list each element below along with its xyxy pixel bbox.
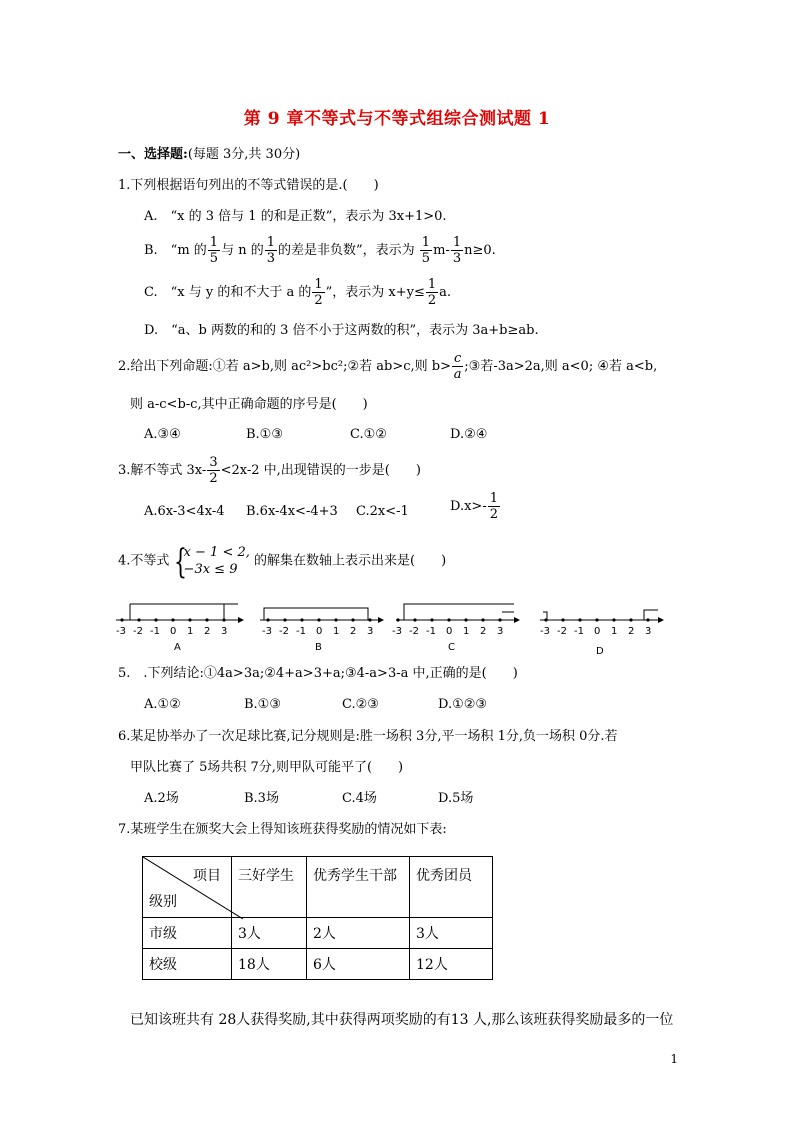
q1-stem: 1.下列根据语句列出的不等式错误的是.( ) bbox=[118, 178, 379, 193]
table-row bbox=[143, 949, 493, 980]
tick-label: 3 bbox=[367, 626, 374, 637]
tick-label: 2 bbox=[480, 626, 487, 637]
table-header: 优秀团员 bbox=[410, 857, 493, 918]
table-cell: 12人 bbox=[410, 949, 493, 980]
tick-label: 0 bbox=[594, 626, 601, 637]
label-d: D bbox=[596, 646, 604, 657]
q6-line1: 6.某足协举办了一次足球比赛,记分规则是:胜一场积 3分,平一场积 1分,负一场积 0分.若 bbox=[118, 729, 618, 744]
tick-label: 0 bbox=[446, 626, 453, 637]
tick-dot bbox=[447, 618, 450, 621]
tick-dot bbox=[629, 618, 632, 621]
q2-option: C.①② bbox=[350, 427, 387, 442]
tick-dot bbox=[612, 618, 615, 621]
table-row bbox=[143, 918, 493, 949]
tick-dot bbox=[188, 618, 191, 621]
q2-option: B.①③ bbox=[246, 427, 283, 442]
q1-option-c: C. “x 与 y 的和不大于 a 的 $\frac{1}{2}$ ”，表示为 x+y≤ $\frac{1}{2}$ a. bbox=[144, 277, 452, 308]
tick-label: -1 bbox=[150, 626, 160, 637]
tick-labels-a bbox=[116, 618, 227, 637]
tick-label: 3 bbox=[645, 626, 652, 637]
q1-option-a: A. “x 的 3 倍与 1 的和是正数”，表示为 3x+1>0. bbox=[144, 209, 447, 224]
tick-dot bbox=[464, 618, 467, 621]
tick-label: -2 bbox=[409, 626, 419, 637]
tick-label: 3 bbox=[221, 626, 228, 637]
table-cell: 2人 bbox=[307, 918, 410, 949]
number-line-d bbox=[540, 610, 664, 657]
award-table bbox=[142, 856, 493, 980]
q5-option: A.①② bbox=[144, 697, 181, 712]
table-cell: 3人 bbox=[232, 918, 307, 949]
tick-dot bbox=[561, 618, 564, 621]
tick-label: 1 bbox=[187, 626, 194, 637]
inequality-system: { x − 1 < 2, −3x ≤ 9 bbox=[173, 542, 250, 582]
q3-stem: 3.解不等式 3x- $\frac{3}{2}$ <2x-2 中,出现错误的一步是( ) bbox=[118, 455, 421, 486]
q6-option: A.2场 bbox=[144, 791, 179, 806]
q2-line1: 2.给出下列命题:①若 a>b,则 ac²>bc²;②若 ab>c,则 b> $\frac{c}{a}$ ;③若-3a>2a,则 a<0; ④若 a<b, bbox=[118, 351, 658, 382]
q7-tail: 已知该班共有 28人获得奖励,其中获得两项奖励的有13 人,那么该班获得奖励最多的一位 bbox=[130, 1012, 674, 1028]
tick-dot bbox=[351, 618, 354, 621]
q3-option-d: D.x>- $\frac{1}{2}$ bbox=[450, 491, 498, 522]
q2-option: D.②④ bbox=[450, 427, 488, 442]
tick-label: -1 bbox=[296, 626, 306, 637]
tick-dot bbox=[413, 618, 416, 621]
q1-option-b: B. “m 的 $\frac{1}{5}$ 与 n 的 $\frac{1}{3}$ 的差是非负数”，表示为 $\frac{1}{5}$ m- $\frac{1}{3}$ n≥0. bbox=[144, 235, 496, 266]
number-line-b bbox=[260, 608, 384, 653]
tick-label: 1 bbox=[333, 626, 340, 637]
tick-dot bbox=[137, 618, 140, 621]
q6-line2: 甲队比赛了 5场共积 7分,则甲队可能平了( ) bbox=[130, 760, 404, 775]
q3-option: C.2x<-1 bbox=[356, 504, 409, 519]
tick-dot bbox=[317, 618, 320, 621]
q5-option: B.①③ bbox=[244, 697, 281, 712]
tick-dot bbox=[430, 618, 433, 621]
tick-label: -3 bbox=[116, 626, 126, 637]
q2-option: A.③④ bbox=[144, 427, 181, 442]
tick-dot bbox=[646, 618, 649, 621]
tick-dot bbox=[396, 618, 399, 621]
q1-option-d: D. “a、b 两数的和的 3 倍不小于这两数的积”，表示为 3a+b≥ab. bbox=[144, 323, 539, 338]
number-line-a bbox=[116, 604, 244, 653]
table-cell: 校级 bbox=[143, 949, 232, 980]
page-number: 1 bbox=[670, 1052, 678, 1066]
table-header: 优秀学生干部 bbox=[307, 857, 410, 918]
table-corner-cell: 项目 级别 bbox=[143, 857, 232, 918]
table-cell: 18人 bbox=[232, 949, 307, 980]
tick-label: 2 bbox=[350, 626, 357, 637]
tick-labels-b bbox=[262, 618, 373, 637]
q3-option: B.6x-4x<-4+3 bbox=[246, 504, 338, 519]
q2-line2: 则 a-c<b-c,其中正确命题的序号是( ) bbox=[130, 397, 368, 412]
tick-label: -2 bbox=[279, 626, 289, 637]
q5-option: D.①②③ bbox=[438, 697, 488, 712]
tick-dot bbox=[266, 618, 269, 621]
tick-dot bbox=[222, 618, 225, 621]
q3-option: A.6x-3<4x-4 bbox=[144, 504, 225, 519]
number-line-options bbox=[110, 598, 670, 658]
table-header-row bbox=[143, 857, 493, 918]
tick-dot bbox=[498, 618, 501, 621]
tick-label: -3 bbox=[540, 626, 550, 637]
tick-label: -3 bbox=[262, 626, 272, 637]
tick-label: 0 bbox=[170, 626, 177, 637]
tick-label: 0 bbox=[316, 626, 323, 637]
section-heading: 一、选择题:(每题 3分,共 30分) bbox=[118, 147, 301, 162]
tick-label: 1 bbox=[463, 626, 470, 637]
label-b: B bbox=[315, 642, 322, 653]
tick-label: 2 bbox=[628, 626, 635, 637]
tick-dot bbox=[283, 618, 286, 621]
tick-dot bbox=[578, 618, 581, 621]
q4-stem: 4.不等式 { x − 1 < 2, −3x ≤ 9 的解集在数轴上表示出来是( ) bbox=[118, 542, 447, 582]
tick-dot bbox=[481, 618, 484, 621]
tick-dot bbox=[544, 618, 547, 621]
tick-dot bbox=[171, 618, 174, 621]
tick-dot bbox=[595, 618, 598, 621]
tick-label: 1 bbox=[611, 626, 618, 637]
label-a: A bbox=[174, 642, 181, 653]
tick-label: -2 bbox=[557, 626, 567, 637]
number-line-c bbox=[392, 604, 520, 653]
q6-option: D.5场 bbox=[438, 791, 474, 806]
tick-labels-c bbox=[392, 618, 503, 637]
tick-dot bbox=[368, 618, 371, 621]
table-header: 三好学生 bbox=[232, 857, 307, 918]
q6-option: C.4场 bbox=[342, 791, 377, 806]
table-cell: 3人 bbox=[410, 918, 493, 949]
tick-label: 2 bbox=[204, 626, 211, 637]
tick-label: -2 bbox=[133, 626, 143, 637]
tick-dot bbox=[120, 618, 123, 621]
tick-labels-d bbox=[540, 618, 651, 637]
q5-option: C.②③ bbox=[342, 697, 379, 712]
tick-dot bbox=[300, 618, 303, 621]
tick-label: -3 bbox=[392, 626, 402, 637]
table-cell: 市级 bbox=[143, 918, 232, 949]
tick-label: -1 bbox=[426, 626, 436, 637]
q6-option: B.3场 bbox=[244, 791, 279, 806]
label-c: C bbox=[448, 642, 455, 653]
page-title: 第 9 章不等式与不等式组综合测试题 1 bbox=[243, 109, 551, 129]
tick-label: 3 bbox=[497, 626, 504, 637]
table-cell: 6人 bbox=[307, 949, 410, 980]
tick-dot bbox=[334, 618, 337, 621]
tick-dot bbox=[154, 618, 157, 621]
q5-stem: 5. .下列结论:①4a>3a;②4+a>3+a;③4-a>3-a 中,正确的是( ) bbox=[118, 666, 518, 681]
q7-stem: 7.某班学生在颁奖大会上得知该班获得奖励的情况如下表: bbox=[118, 822, 447, 837]
tick-dot bbox=[205, 618, 208, 621]
tick-label: -1 bbox=[574, 626, 584, 637]
